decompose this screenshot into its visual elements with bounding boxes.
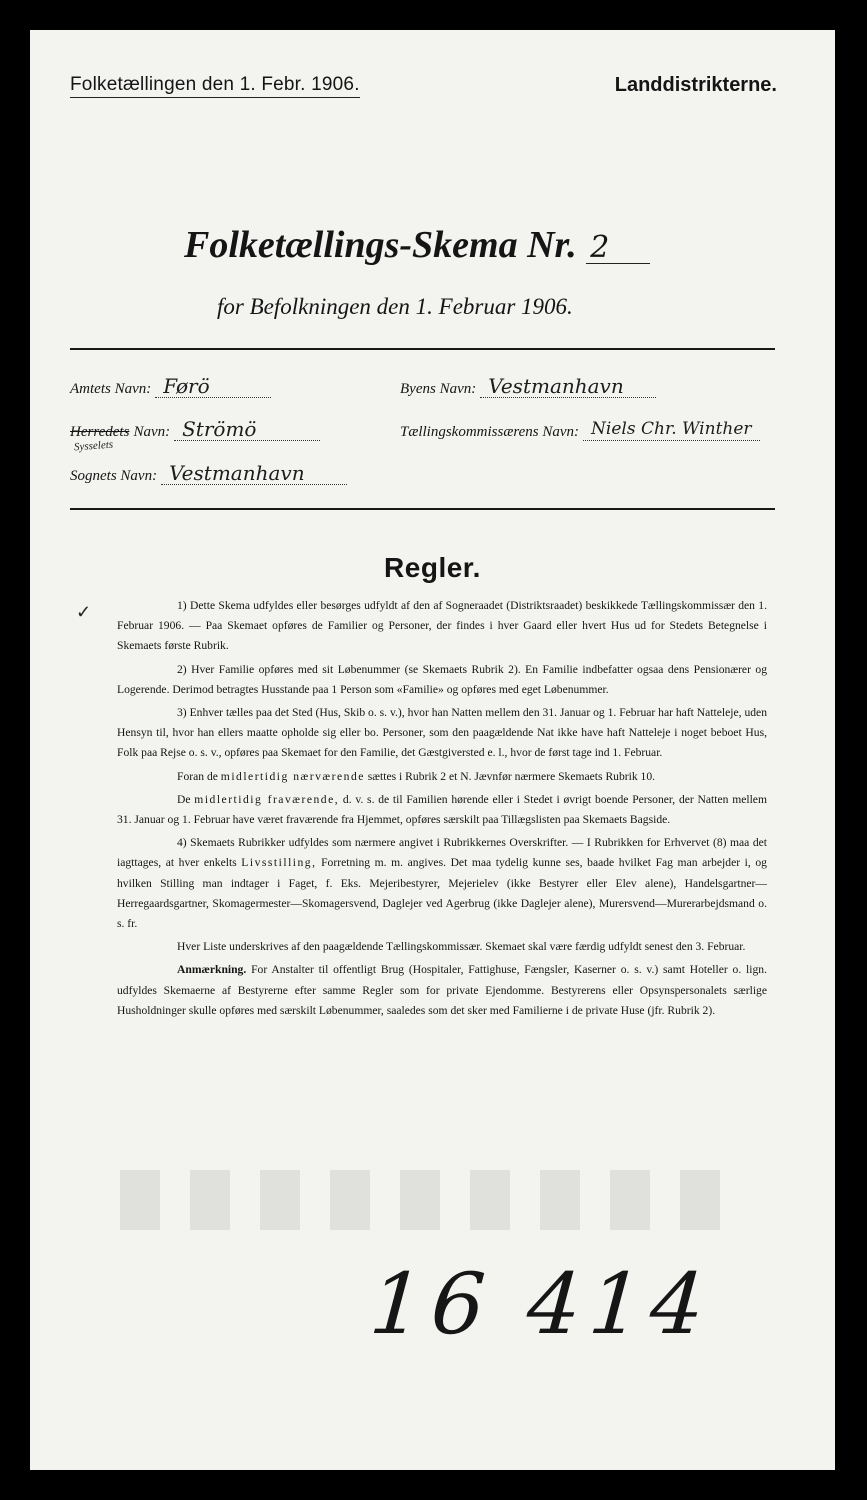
form-title (184, 223, 650, 267)
sogn-label: Sognets Navn: (70, 468, 158, 484)
kommissaer-label: Tællingskommissærens Navn: (400, 424, 580, 440)
herred-field (70, 418, 320, 441)
herred-label-struck: Herredets (70, 424, 130, 440)
herred-value: Strömö (174, 418, 320, 441)
rule-4-signature: Hver Liste underskrives af den paagældende Tællingskommissær. Skemaet skal være færdig udfyldt senest den 3. Februar. (177, 940, 746, 954)
sogn-value: Vestmanhavn (161, 462, 347, 485)
kommissaer-field (400, 418, 760, 441)
herred-handwritten-annotation: Sysselets (73, 438, 114, 454)
census-header-title: Folketællingen den 1. Febr. 1906. (70, 74, 360, 98)
amt-label: Amtets Navn: (70, 381, 152, 397)
form-number: 2 (586, 233, 650, 264)
amt-value: Førö (155, 375, 271, 398)
form-subtitle: for Befolkningen den 1. Februar 1906. (217, 294, 573, 319)
note-text: For Anstalter til offentligt Brug (Hospitaler, Fattighuse, Fængsler, Kaserner o. s. v.) samt Hoteller o. lign. udfyldes Skemaerne af Bestyrerne efter samme Regler som for private Ejendomme. Bestyrerens eller Opsynspersonalets særlige Husholdninger skulle opføres med særskilt Løbenummer, saaledes som det sker med Familierne i de private Huse (jfr. Rubrik 2). (117, 963, 767, 1017)
handwritten-tick-mark: ✓ (76, 602, 92, 622)
term-livsstilling: Livsstilling, (241, 856, 317, 870)
rules-heading: Regler. (384, 552, 481, 583)
term-temporarily-present: midlertidig nærværende (220, 769, 365, 783)
term-temporarily-absent: midlertidig fraværende, (194, 792, 340, 806)
bottom-divider (70, 508, 775, 510)
rule-3-note-present: Foran de midlertidig nærværende sættes i Rubrik 2 et N. Jævnfør nærmere Skemaets Rubrik 10. (177, 769, 656, 783)
form-title-text: Folketællings-Skema Nr. (184, 224, 577, 266)
rules-note (117, 960, 767, 1021)
herred-label: Navn: (133, 424, 171, 440)
rule-1: 1) Dette Skema udfyldes eller besørges udfyldt af den af Sogneraadet (Distriktsraadet) beskikkede Tællingskommissær den 1. Februar 1906. — Paa Skemaet opføres de Familier og Personer, der findes i hver Gaard eller hvert Hus ud for Stedets Betegnelse i Skemaets første Rubrik. (117, 599, 767, 653)
kommissaer-value: Niels Chr. Winther (583, 418, 760, 441)
district-type-label: Landdistrikterne. (614, 74, 777, 96)
sogn-field (70, 462, 347, 485)
rule-2: 2) Hver Familie opføres med sit Løbenummer (se Skemaets Rubrik 2). En Familie indbefatter ogsaa dens Pensionærer og Logerende. Derimod betragtes Husstande paa 1 Person som «Familie» og opføres med eget Løbenummer. (117, 662, 767, 696)
bleed-through-texture (120, 1170, 740, 1230)
rule-4: 4) Skemaets Rubrikker udfyldes som nærmere angivet i Rubrikkernes Overskrifter. — I Rubrikken for Erhvervet (8) maa det iagttages, at hver enkelts Livsstilling, Forretning m. m. angives. Det maa tydelig kunne ses, baade hvilket Fag man arbejder i, og hvilken Stilling man indtager i Faget, f. Eks. Mejeribestyrer, Mejerielev (ikke Bestyrer eller Elev alene), Handelsgartner—Herregaardsgartner, Skomagermester—Skomagersvend, Daglejer ved Agerbrug (ikke Daglejer alene), Murersvend—Murerarbejdsmand o. s. fr. (117, 836, 767, 931)
top-divider (70, 348, 775, 350)
by-value: Vestmanhavn (480, 375, 656, 398)
census-form-page (30, 30, 835, 1470)
note-label: Anmærkning. (177, 963, 247, 977)
by-field (400, 375, 656, 398)
archive-handwritten-number: 16 414 (366, 1255, 716, 1353)
rule-3: 3) Enhver tælles paa det Sted (Hus, Skib o. s. v.), hvor han Natten mellem den 31. Januar og 1. Februar har haft Natteleje, uden Hensyn til, hvor han ellers maatte opholde sig eller bo. Personer, som den paagældende Nat ikke have haft Natteleje i noget beboet Hus, Folk paa Rejse o. s. v., opføres paa Skemaet for den Familie, det Gæstgiversted e. l., hvor de først tage ind 1. Februar. (117, 706, 767, 760)
rules-text (117, 596, 767, 1024)
by-label: Byens Navn: (400, 381, 477, 397)
rule-3-note-absent: De midlertidig fraværende, d. v. s. de til Familien hørende eller i Stedet i øvrigt boende Personer, der Natten mellem 31. Januar og 1. Februar have været fraværende fra Hjemmet, opføres særskilt paa Tillægslisten paa Skemaets Bagside. (117, 792, 767, 827)
amt-field (70, 375, 271, 398)
